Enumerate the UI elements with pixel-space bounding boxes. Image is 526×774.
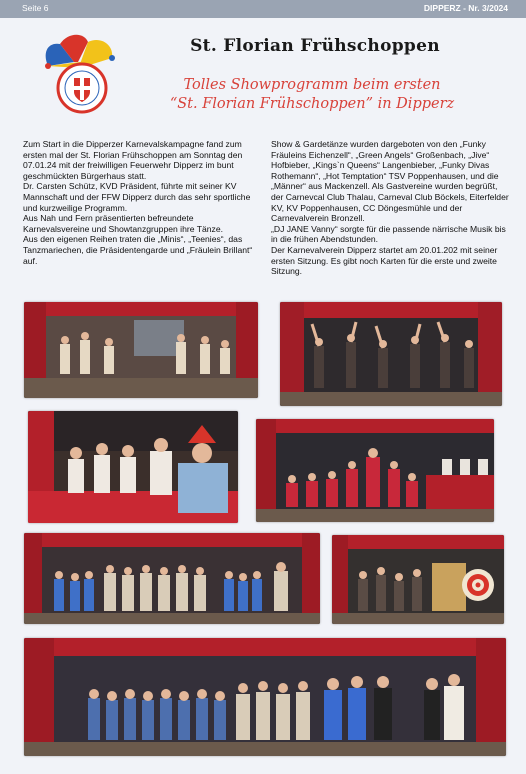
issue-label: DIPPERZ - Nr. 3/2024 <box>423 3 508 13</box>
photo-target-prop <box>332 535 504 624</box>
paragraph: Aus den eigenen Reihen traten die „Minis“, „Teenies“, das Tanzmariechen, die Präsidentengarde und „Fräulein Brillant“ auf. <box>23 234 253 266</box>
paragraph: Zum Start in die Dipperzer Karnevalskampagne fand zum ersten mal der St. Florian Frühschoppen am Sonntag den 07.01.24 mit der freiwilligen Feuerwehr Dipperz im bunt geschmückten Bürgerhaus statt. <box>23 139 243 181</box>
paragraph: Der Karnevalverein Dipperz startet am 20.01.202 mit seiner ersten Sitzung. Es gibt noch Karten für die erste und zweite Sitzung. <box>271 244 498 277</box>
paragraph: Aus Nah und Fern präsentierten befreundete Karnevalsvereine und Showtanzgruppen ihre Tänze. <box>23 213 224 234</box>
photo-council-table <box>28 411 238 523</box>
subtitle-line-2: “St. Florian Frühschoppen” in Dipperz <box>169 96 455 112</box>
photo-kids-group <box>24 533 320 624</box>
page-header-bar <box>0 0 526 18</box>
photo-group-finale <box>24 638 506 756</box>
paragraph: Dr. Carsten Schütz, KVD Präsident, führte mit seiner KV Mannschaft und der FFW Dipperz durch das sehr sportliche und kurzweilige Programm. <box>23 181 251 213</box>
article-subtitle <box>112 76 512 114</box>
page-number: Seite 6 <box>22 3 49 13</box>
paragraph: Show & Gardetänze wurden dargeboten von den „Funky Fräuleins Eichenzell“, „Green Angels“ Großenbach, „Jive“ Hofbieber, „Kings`n Queens“ Langenbieber, „Funky Divas Rothemann“, „Hot Temptation“ TSV Poppenhausen, und die „Männer“ aus Mackenzell. Als Gastvereine wurden begrüßt, der Carnevcal Club Thalau, Carneval Club Böckels, Eiterfelder KV, KV Poppenhausen, CC Döngesmühle und der Carnevalverein Bronzell. <box>271 139 509 224</box>
photo-pyramid-dance <box>256 419 494 522</box>
article-column-1 <box>23 139 261 266</box>
photo-stage-welcome <box>24 302 258 398</box>
article-title: St. Florian Frühschoppen <box>190 36 440 56</box>
article-column-2 <box>271 139 509 277</box>
subtitle-line-1: Tolles Showprogramm beim ersten <box>183 77 441 93</box>
club-logo <box>34 28 120 114</box>
photo-dancers-red <box>280 302 502 406</box>
paragraph: „DJ JANE Vanny“ sorgte für die passende närrische Musik bis in die frühen Abendstunden. <box>271 223 506 245</box>
